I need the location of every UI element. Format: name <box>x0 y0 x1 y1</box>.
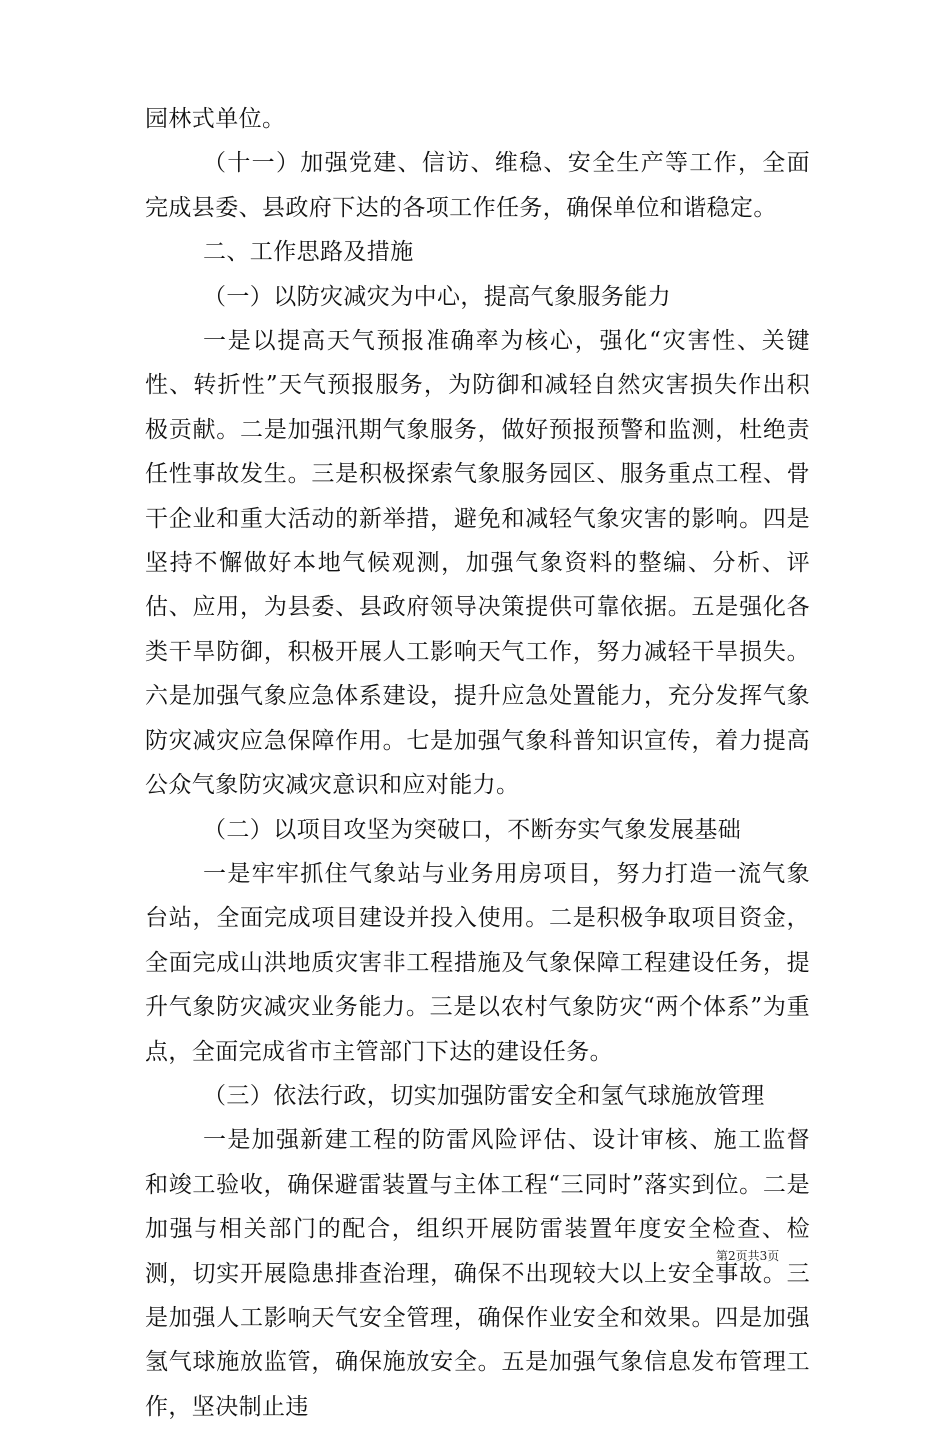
document-body <box>145 97 810 1429</box>
paragraph-1: 园林式单位。 <box>145 106 286 132</box>
subheading-2: （二）以项目攻坚为突破口，不断夯实气象发展基础 <box>203 816 742 843</box>
subheading-3: （三）依法行政，切实加强防雷安全和氢气球施放管理 <box>203 1082 765 1109</box>
page-number-footer: 第2页共3页 <box>716 1249 780 1263</box>
paragraph-4: 一是牢牢抓住气象站与业务用房项目，努力打造一流气象台站，全面完成项目建设并投入使用。二是积极争取项目资金，全面完成山洪地质灾害非工程措施及气象保障工程建设任务，提升气象防灾减灾业务能力。三是以农村气象防灾“两个体系”为重点，全面完成省市主管部门下达的建设任务。 <box>145 860 810 1065</box>
paragraph-5: 一是加强新建工程的防雷风险评估、设计审核、施工监督和竣工验收，确保避雷装置与主体工程“三同时”落实到位。二是加强与相关部门的配合，组织开展防雷装置年度安全检查、检测，切实开展隐患排查治理，确保不出现较大以上安全事故。三是加强人工影响天气安全管理，确保作业安全和效果。四是加强氢气球施放监管，确保施放安全。五是加强气象信息发布管理工作，坚决制止违 <box>145 1127 810 1420</box>
paragraph-2: （十一）加强党建、信访、维稳、安全生产等工作，全面完成县委、县政府下达的各项工作任务，确保单位和谐稳定。 <box>145 150 810 221</box>
section-heading-2: 二、工作思路及措施 <box>203 239 414 266</box>
subheading-1: （一）以防灾减灾为中心，提高气象服务能力 <box>203 283 671 310</box>
paragraph-3: 一是以提高天气预报准确率为核心，强化“灾害性、关键性、转折性”天气预报服务，为防御和减轻自然灾害损失作出积极贡献。二是加强汛期气象服务，做好预报预警和监测，杜绝责任性事故发生。三是积极探索气象服务园区、服务重点工程、骨干企业和重大活动的新举措，避免和减轻气象灾害的影响。四是坚持不懈做好本地气候观测，加强气象资料的整编、分析、评估、应用，为县委、县政府领导决策提供可靠依据。五是强化各类干旱防御，积极开展人工影响天气工作，努力减轻干旱损失。六是加强气象应急体系建设，提升应急处置能力，充分发挥气象防灾减灾应急保障作用。七是加强气象科普知识宣传，着力提高公众气象防灾减灾意识和应对能力。 <box>145 328 810 799</box>
